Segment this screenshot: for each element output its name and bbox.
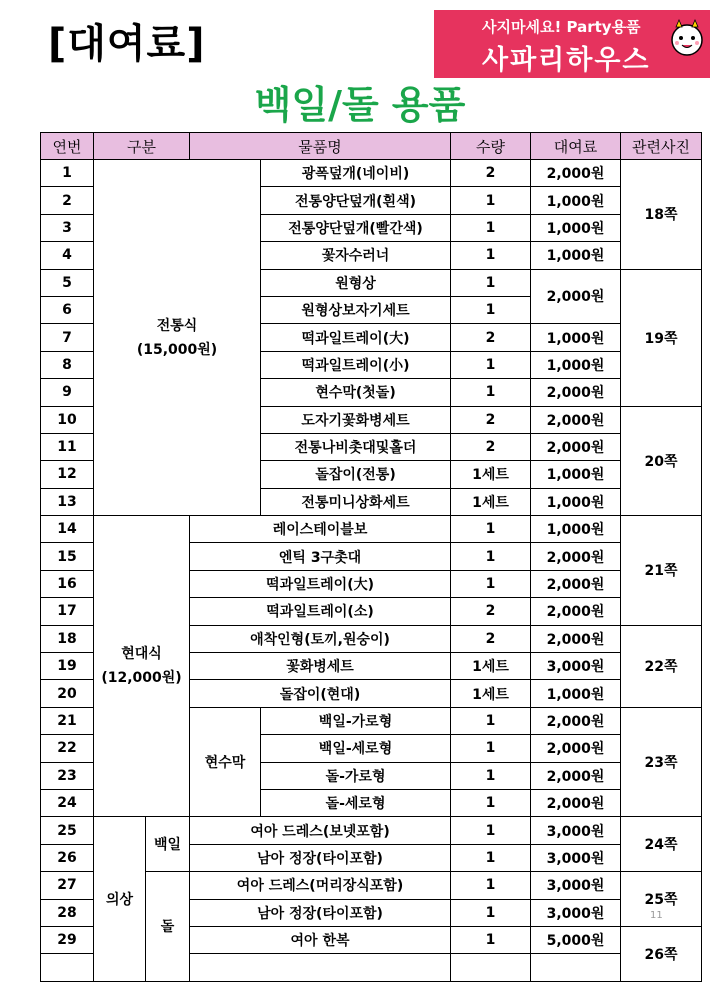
item-name: 현수막(첫돌) bbox=[261, 379, 451, 406]
item-fee: 1,000원 bbox=[531, 516, 621, 543]
row-no: 13 bbox=[41, 488, 94, 515]
item-name: 엔틱 3구촛대 bbox=[190, 543, 451, 570]
table-row bbox=[41, 160, 702, 187]
item-qty: 1 bbox=[451, 817, 531, 844]
category-modern: 현대식 (12,000원) bbox=[94, 516, 190, 817]
item-fee: 1,000원 bbox=[531, 324, 621, 351]
item-qty: 1 bbox=[451, 242, 531, 269]
banner-brand: 사파리하우스 bbox=[482, 45, 651, 76]
item-fee: 1,000원 bbox=[531, 461, 621, 488]
item-name: 원형상 bbox=[261, 269, 451, 296]
row-no: 24 bbox=[41, 789, 94, 816]
item-name: 떡과일트레이(大) bbox=[190, 570, 451, 597]
row-no: 19 bbox=[41, 653, 94, 680]
table-header-row bbox=[41, 133, 702, 160]
item-name: 여아 한복 bbox=[190, 926, 451, 953]
item-qty: 1 bbox=[451, 872, 531, 899]
item-qty: 2 bbox=[451, 160, 531, 187]
item-name: 돌-세로형 bbox=[261, 789, 451, 816]
item-qty: 2 bbox=[451, 433, 531, 460]
item-fee: 2,000원 bbox=[531, 269, 621, 324]
item-fee: 1,000원 bbox=[531, 351, 621, 378]
mascot-icon bbox=[668, 18, 706, 58]
row-no: 12 bbox=[41, 461, 94, 488]
row-no: 25 bbox=[41, 817, 94, 844]
row-no: 14 bbox=[41, 516, 94, 543]
row-no: 15 bbox=[41, 543, 94, 570]
table-row bbox=[41, 516, 702, 543]
row-no: 28 bbox=[41, 899, 94, 926]
item-name: 남아 정장(타이포함) bbox=[190, 844, 451, 871]
row-no: 17 bbox=[41, 598, 94, 625]
item-name: 돌잡이(전통) bbox=[261, 461, 451, 488]
row-no: 9 bbox=[41, 379, 94, 406]
item-qty: 2 bbox=[451, 625, 531, 652]
item-qty: 1 bbox=[451, 899, 531, 926]
page-title: [대여료] bbox=[48, 21, 206, 67]
item-qty: 1 bbox=[451, 351, 531, 378]
item-name: 원형상보자기세트 bbox=[261, 296, 451, 323]
item-qty: 1 bbox=[451, 296, 531, 323]
category-baekil: 백일 bbox=[146, 817, 190, 872]
item-fee: 3,000원 bbox=[531, 844, 621, 871]
item-name: 돌-가로형 bbox=[261, 762, 451, 789]
photo-ref: 22쪽 bbox=[621, 625, 702, 707]
item-fee: 1,000원 bbox=[531, 214, 621, 241]
item-name: 떡과일트레이(大) bbox=[261, 324, 451, 351]
col-header-fee: 대여료 bbox=[531, 133, 621, 160]
item-name: 전통나비촛대및홀더 bbox=[261, 433, 451, 460]
row-no: 22 bbox=[41, 735, 94, 762]
item-fee: 5,000원 bbox=[531, 926, 621, 953]
item-name bbox=[190, 954, 451, 981]
item-fee: 1,000원 bbox=[531, 242, 621, 269]
category-banner: 현수막 bbox=[190, 707, 261, 817]
col-header-no: 연번 bbox=[41, 133, 94, 160]
item-name: 전통양단덮개(빨간색) bbox=[261, 214, 451, 241]
row-no: 27 bbox=[41, 872, 94, 899]
col-header-qty: 수량 bbox=[451, 133, 531, 160]
row-no bbox=[41, 954, 94, 981]
item-fee: 1,000원 bbox=[531, 680, 621, 707]
table-row bbox=[41, 817, 702, 844]
row-no: 2 bbox=[41, 187, 94, 214]
item-fee: 3,000원 bbox=[531, 817, 621, 844]
item-qty: 1 bbox=[451, 762, 531, 789]
photo-ref: 21쪽 bbox=[621, 516, 702, 626]
item-name: 레이스테이블보 bbox=[190, 516, 451, 543]
item-qty: 1 bbox=[451, 570, 531, 597]
item-name: 전통양단덮개(흰색) bbox=[261, 187, 451, 214]
item-fee: 2,000원 bbox=[531, 543, 621, 570]
item-qty: 1 bbox=[451, 926, 531, 953]
item-fee: 1,000원 bbox=[531, 488, 621, 515]
item-qty bbox=[451, 954, 531, 981]
col-header-item: 물품명 bbox=[190, 133, 451, 160]
row-no: 23 bbox=[41, 762, 94, 789]
item-qty: 1세트 bbox=[451, 461, 531, 488]
row-no: 5 bbox=[41, 269, 94, 296]
category-traditional: 전통식 (15,000원) bbox=[94, 160, 261, 516]
item-qty: 1 bbox=[451, 543, 531, 570]
item-name: 애착인형(토끼,원숭이) bbox=[190, 625, 451, 652]
photo-ref: 18쪽 bbox=[621, 160, 702, 270]
row-no: 6 bbox=[41, 296, 94, 323]
item-fee: 2,000원 bbox=[531, 762, 621, 789]
brand-banner bbox=[434, 10, 710, 78]
rental-fee-table bbox=[40, 132, 702, 982]
row-no: 16 bbox=[41, 570, 94, 597]
row-no: 8 bbox=[41, 351, 94, 378]
item-name: 백일-세로형 bbox=[261, 735, 451, 762]
row-no: 18 bbox=[41, 625, 94, 652]
item-fee: 3,000원 bbox=[531, 653, 621, 680]
item-fee: 2,000원 bbox=[531, 433, 621, 460]
item-name: 떡과일트레이(小) bbox=[261, 351, 451, 378]
item-fee: 2,000원 bbox=[531, 707, 621, 734]
item-fee: 2,000원 bbox=[531, 406, 621, 433]
row-no: 20 bbox=[41, 680, 94, 707]
photo-ref: 20쪽 bbox=[621, 406, 702, 516]
item-qty: 1 bbox=[451, 187, 531, 214]
item-name: 광폭덮개(네이비) bbox=[261, 160, 451, 187]
item-qty: 1세트 bbox=[451, 680, 531, 707]
photo-ref: 26쪽 bbox=[621, 926, 702, 981]
item-name: 돌잡이(현대) bbox=[190, 680, 451, 707]
item-name: 여아 드레스(보넷포함) bbox=[190, 817, 451, 844]
row-no: 21 bbox=[41, 707, 94, 734]
row-no: 11 bbox=[41, 433, 94, 460]
item-fee: 2,000원 bbox=[531, 598, 621, 625]
page-number: 11 bbox=[650, 910, 663, 921]
item-name: 여아 드레스(머리장식포함) bbox=[190, 872, 451, 899]
item-fee: 2,000원 bbox=[531, 570, 621, 597]
row-no: 10 bbox=[41, 406, 94, 433]
row-no: 1 bbox=[41, 160, 94, 187]
photo-ref: 23쪽 bbox=[621, 707, 702, 817]
row-no: 26 bbox=[41, 844, 94, 871]
item-name: 떡과일트레이(소) bbox=[190, 598, 451, 625]
item-name: 백일-가로형 bbox=[261, 707, 451, 734]
item-fee: 2,000원 bbox=[531, 160, 621, 187]
item-qty: 1 bbox=[451, 214, 531, 241]
item-fee: 2,000원 bbox=[531, 625, 621, 652]
item-qty: 1 bbox=[451, 269, 531, 296]
item-qty: 1 bbox=[451, 789, 531, 816]
item-qty: 1 bbox=[451, 379, 531, 406]
category-clothes: 의상 bbox=[94, 817, 146, 981]
row-no: 3 bbox=[41, 214, 94, 241]
col-header-category: 구분 bbox=[94, 133, 190, 160]
item-qty: 1 bbox=[451, 707, 531, 734]
item-qty: 2 bbox=[451, 598, 531, 625]
item-name: 도자기꽃화병세트 bbox=[261, 406, 451, 433]
item-name: 꽃자수러너 bbox=[261, 242, 451, 269]
item-fee: 1,000원 bbox=[531, 187, 621, 214]
item-name: 전통미니상화세트 bbox=[261, 488, 451, 515]
item-qty: 1세트 bbox=[451, 653, 531, 680]
row-no: 7 bbox=[41, 324, 94, 351]
item-qty: 1세트 bbox=[451, 488, 531, 515]
banner-slogan: 사지마세요! Party용품 bbox=[482, 18, 641, 36]
item-qty: 2 bbox=[451, 406, 531, 433]
photo-ref: 24쪽 bbox=[621, 817, 702, 872]
category-dol: 돌 bbox=[146, 872, 190, 982]
item-fee: 2,000원 bbox=[531, 789, 621, 816]
photo-ref: 19쪽 bbox=[621, 269, 702, 406]
item-fee: 3,000원 bbox=[531, 899, 621, 926]
item-qty: 1 bbox=[451, 735, 531, 762]
item-fee: 3,000원 bbox=[531, 872, 621, 899]
col-header-photo: 관련사진 bbox=[621, 133, 702, 160]
item-fee: 2,000원 bbox=[531, 379, 621, 406]
photo-ref: 25쪽 bbox=[621, 872, 702, 927]
item-fee: 2,000원 bbox=[531, 735, 621, 762]
row-no: 29 bbox=[41, 926, 94, 953]
page-subtitle: 백일/돌 용품 bbox=[254, 83, 466, 127]
item-name: 꽃화병세트 bbox=[190, 653, 451, 680]
row-no: 4 bbox=[41, 242, 94, 269]
item-qty: 2 bbox=[451, 324, 531, 351]
item-name: 남아 정장(타이포함) bbox=[190, 899, 451, 926]
item-fee bbox=[531, 954, 621, 981]
item-qty: 1 bbox=[451, 516, 531, 543]
item-qty: 1 bbox=[451, 844, 531, 871]
